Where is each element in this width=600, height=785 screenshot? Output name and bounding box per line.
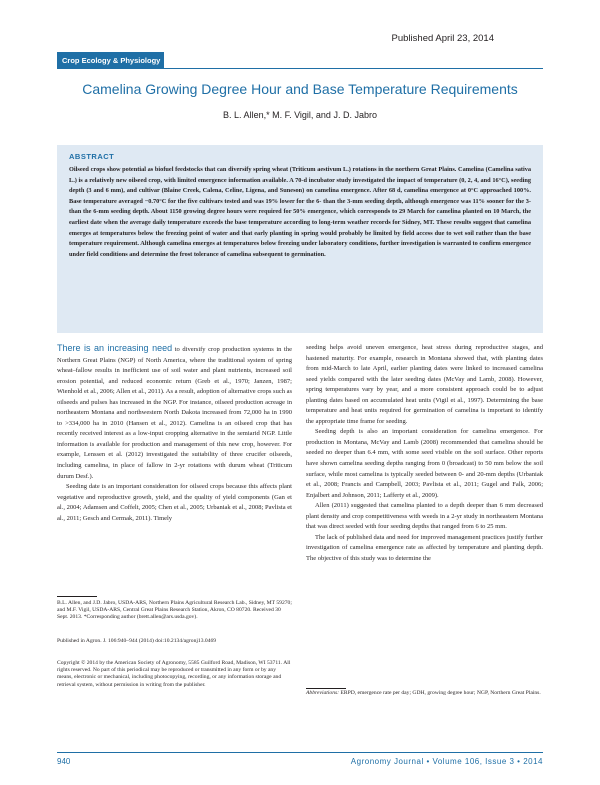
abstract-box <box>57 145 543 333</box>
abstract-text: Oilseed crops show potential as biofuel feedstocks that can diversify spring wheat (Triticum aestivum L.) rotations in the northern Great Plains. Camelina (Camelina sativa L.) is a relatively new oilseed crop, with limited emergence information available. A 70-d incubator study investigated the impact of temperature (0, 2, 4, and 16°C), seeding depth (3 and 6 mm), and cultivar (Blaine Creek, Calena, Celine, Ligena, and Suneson) on camelina emergence. After 68 d, camelina emergence at 0°C approached 100%. Base temperature averaged −0.70°C for the five cultivars tested and was 19% lower for the 6- than the 3-mm seeding depth, although emergence was 11% sooner for the 3- than the 6-mm seeding depth. About 1150 growing degree hours were required for 50% emergence, which corresponds to 29 March for camelina planted on 10 March, the earliest date when the average daily temperature exceeds the base temperature according to long-term weather records for Sidney, MT. These results suggest that camelina emerges at temperatures below the freezing point of water and that early planting in spring would probably be limited by field access due to wet soil rather than the base temperature requirement. Although camelina emerges at temperatures below freezing under laboratory conditions, further investigation is warranted to confirm emergence under field conditions and determine the frost tolerance of camelina subsequent to germination. <box>69 166 531 258</box>
abbreviations-label: Abbreviations: <box>306 690 340 696</box>
abstract-heading: ABSTRACT <box>69 152 115 161</box>
page-number: 940 <box>57 757 71 766</box>
lead-in: There is an increasing need <box>57 343 173 353</box>
body-column-left <box>57 343 292 524</box>
intro-paragraph <box>57 343 292 482</box>
seeding-date-paragraph: Seeding date is an important consideration for oilseed crops because this affects plant vegetative and reproductive growth, yield, and the quality of yield components (Gan et al., 2004; Adamsen and Coffelt, 2005; Chen et al., 2005; Urbaniak et al., 2008; Pavlista et al., 2011; Gesch and Cermak, 2011). Timely <box>57 483 292 522</box>
section-label: Crop Ecology & Physiology <box>57 52 164 69</box>
footer-rule <box>57 752 543 753</box>
timely-seeding-paragraph: seeding helps avoid uneven emergence, heat stress during reproductive stages, and hastened maturity. For example, research in Montana showed that, with planting dates from mid-March to late April, earlier planting dates were linked to increased camelina seed yields compared with the later seeding dates (McVay and Lamb, 2008). However, spring temperatures vary by year, and a more consistent approach could be to adjust planting dates based on accumulated heat units (Vigil et al., 1997). Determining the base temperature and heat units required for germination of camelina is important to identify the appropriate time frame for seeding. <box>306 344 543 425</box>
footnote-rule <box>57 596 97 597</box>
body-column-right <box>306 343 543 564</box>
seeding-depth-paragraph: Seeding depth is also an important consideration for camelina emergence. For production in Montana, McVay and Lamb (2008) recommended that camelina should be seeded no deeper than 6.4 mm, with some seed visible on the soil surface. Other reports have shown camelina seeding depths ranging from 0 (broadcast) to 50 mm below the soil surface, while most camelina is typically seeded between 0- and 20-mm depths (Urbaniak et al., 2008; Francis and Campbell, 2003; Pavlista et al., 2011; Gugel and Falk, 2006; Enjalbert and Johnson, 2011; Lafferty et al., 2009). <box>306 428 543 499</box>
abbreviations-rule <box>306 688 346 689</box>
allen-paragraph: Allen (2011) suggested that camelina planted to a depth deeper than 6 mm decreased plant density and crop competitiveness with weeds in a 2-yr study in northeastern Montana that was direct seeded with four seeding depths that ranged from 6 to 25 mm. <box>306 502 543 531</box>
copyright-footnote: Copyright © 2014 by the American Society of Agronomy, 5585 Guilford Road, Madison, WI 53711. All rights reserved. No part of this periodical may be reproduced or transmitted in any form or by any means, electronic or mechanical, including photocopying, recording, or any information storage and retrieval system, without permission in writing from the publisher. <box>57 660 291 688</box>
abbreviations-text: ERPD, emergence rate per day; GDH, growing degree hour; NGP, Northern Great Plains. <box>339 690 541 696</box>
published-date: Published April 23, 2014 <box>391 33 494 44</box>
objective-paragraph: The lack of published data and need for improved management practices justify further investigation of camelina emergence rate as affected by temperature and planting depth. The objective of this study was to determine the <box>306 533 543 562</box>
citation-footnote: Published in Agron. J. 106:940–944 (2014) doi:10.2134/agronj13.0469 <box>57 638 217 644</box>
section-rule <box>57 68 543 69</box>
intro-text: to diversify crop production systems in the Northern Great Plains (NGP) of North America, where the traditional system of spring wheat–fallow results in inefficient use of soil water and plant nutrients, increased soil erosion potential, and reduced economic return (Greb et al., 1970; Janzen, 1987; Wienhold et al., 2006; Allen et al., 2011). As a result, adoption of alternative crops such as oilseeds and pulses has increased in the NGP. For instance, oilseed production acreage in northeastern Montana and northwestern North Dakota increased from 72,000 ha in 1990 to >334,000 ha in 2010 (Hansen et al., 2012). Camelina is an oilseed crop that has recently received interest as a low-input cropping alternative in the semiarid NGP. Little information is available for production and management of this new crop, however. For example, Lenssen et al. (2012) investigated the suitability of three crucifer oilseeds, including camelina, in place of fallow in 2-yr rotations with durum wheat (Triticum durum Desf.). <box>57 346 292 480</box>
abbreviations-footnote <box>306 690 543 697</box>
article-title: Camelina Growing Degree Hour and Base Temperature Requirements <box>82 81 518 97</box>
affiliations-footnote: B.L. Allen, and J.D. Jabro, USDA-ARS, Northern Plains Agricultural Research Lab., Sidney, MT 59270; and M.F. Vigil, USDA-ARS, Central Great Plains Research Station, Akron, CO 80720. Received 30 Sept. 2013. *Corresponding author (brett.allen@ars.usda.gov). <box>57 600 292 621</box>
article-authors: B. L. Allen,* M. F. Vigil, and J. D. Jabro <box>223 110 377 120</box>
journal-footer: Agronomy Journal • Volume 106, Issue 3 • 2014 <box>350 757 543 766</box>
